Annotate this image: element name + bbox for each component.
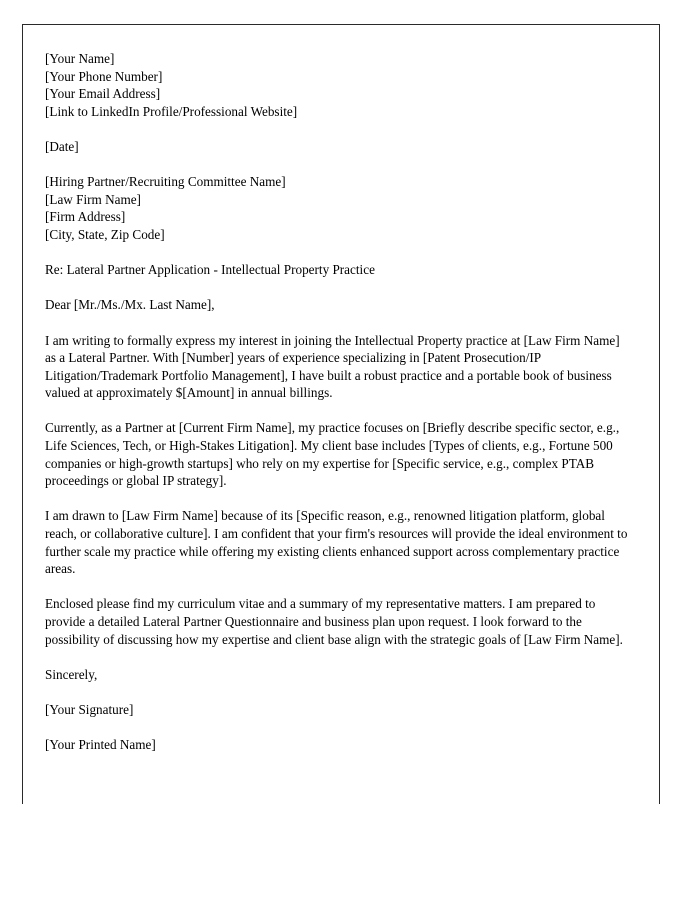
sender-email: [Your Email Address] bbox=[45, 86, 161, 102]
spacer bbox=[45, 683, 629, 701]
spacer bbox=[45, 314, 629, 332]
letter-body bbox=[45, 50, 629, 754]
recipient-name: [Hiring Partner/Recruiting Committee Name] bbox=[45, 174, 286, 190]
printed-name-block bbox=[45, 736, 629, 754]
body-paragraph: I am writing to formally express my interest in joining the Intellectual Property practice at [Law Firm Name] as a Lateral Partner. With [Number] years of experience specializing in [Patent Prosecution/IP Litigation/Trademark Portfolio Management], I have built a robust practice and a portable book of business valued at approximately $[Amount] in annual billings. bbox=[45, 332, 620, 401]
printed-name-placeholder: [Your Printed Name] bbox=[45, 737, 156, 753]
sender-block bbox=[45, 50, 629, 120]
spacer bbox=[45, 244, 629, 262]
body-paragraph: Enclosed please find my curriculum vitae and a summary of my representative matters. I am prepared to provide a detailed Lateral Partner Questionnaire and business plan upon request. I look forward to the possibility of discussing how my expertise and client base align with the strategic goals of [Law Firm Name]. bbox=[45, 596, 623, 647]
sender-phone: [Your Phone Number] bbox=[45, 68, 163, 84]
spacer bbox=[45, 719, 629, 737]
signature-block bbox=[45, 701, 629, 719]
date-block bbox=[45, 138, 629, 156]
salutation-line: Dear [Mr./Ms./Mx. Last Name], bbox=[45, 297, 215, 313]
spacer bbox=[45, 156, 629, 174]
recipient-address: [Firm Address] bbox=[45, 209, 126, 225]
sender-profile-link: [Link to LinkedIn Profile/Professional Website] bbox=[45, 103, 298, 119]
spacer bbox=[45, 490, 629, 508]
spacer bbox=[45, 578, 629, 596]
recipient-city-state-zip: [City, State, Zip Code] bbox=[45, 226, 165, 242]
closing-block bbox=[45, 666, 629, 684]
spacer bbox=[45, 279, 629, 297]
body-paragraph: I am drawn to [Law Firm Name] because of its [Specific reason, e.g., renowned litigation platform, global reach, or collaborative culture]. I am confident that your firm's resources will provide the ideal environment to further scale my practice while offering my existing clients enhanced support across complementary practice areas. bbox=[45, 508, 628, 577]
spacer bbox=[45, 120, 629, 138]
subject-line: Re: Lateral Partner Application - Intellectual Property Practice bbox=[45, 262, 375, 278]
subject-block bbox=[45, 261, 629, 279]
closing-line: Sincerely, bbox=[45, 666, 98, 682]
signature-placeholder: [Your Signature] bbox=[45, 701, 134, 717]
spacer bbox=[45, 648, 629, 666]
recipient-firm: [Law Firm Name] bbox=[45, 191, 141, 207]
recipient-block bbox=[45, 173, 629, 243]
sender-name: [Your Name] bbox=[45, 51, 115, 66]
date-line: [Date] bbox=[45, 138, 79, 154]
salutation-block bbox=[45, 296, 629, 314]
spacer bbox=[45, 402, 629, 420]
document-page bbox=[22, 24, 660, 804]
body-paragraph: Currently, as a Partner at [Current Firm Name], my practice focuses on [Briefly describe specific sector, e.g., Life Sciences, Tech, or High-Stakes Litigation]. My client base includes [Types of clients, e.g., Fortune 500 companies or high-growth startups] who rely on my expertise for [Specific service, e.g., complex PTAB proceedings or global IP strategy]. bbox=[45, 420, 620, 489]
